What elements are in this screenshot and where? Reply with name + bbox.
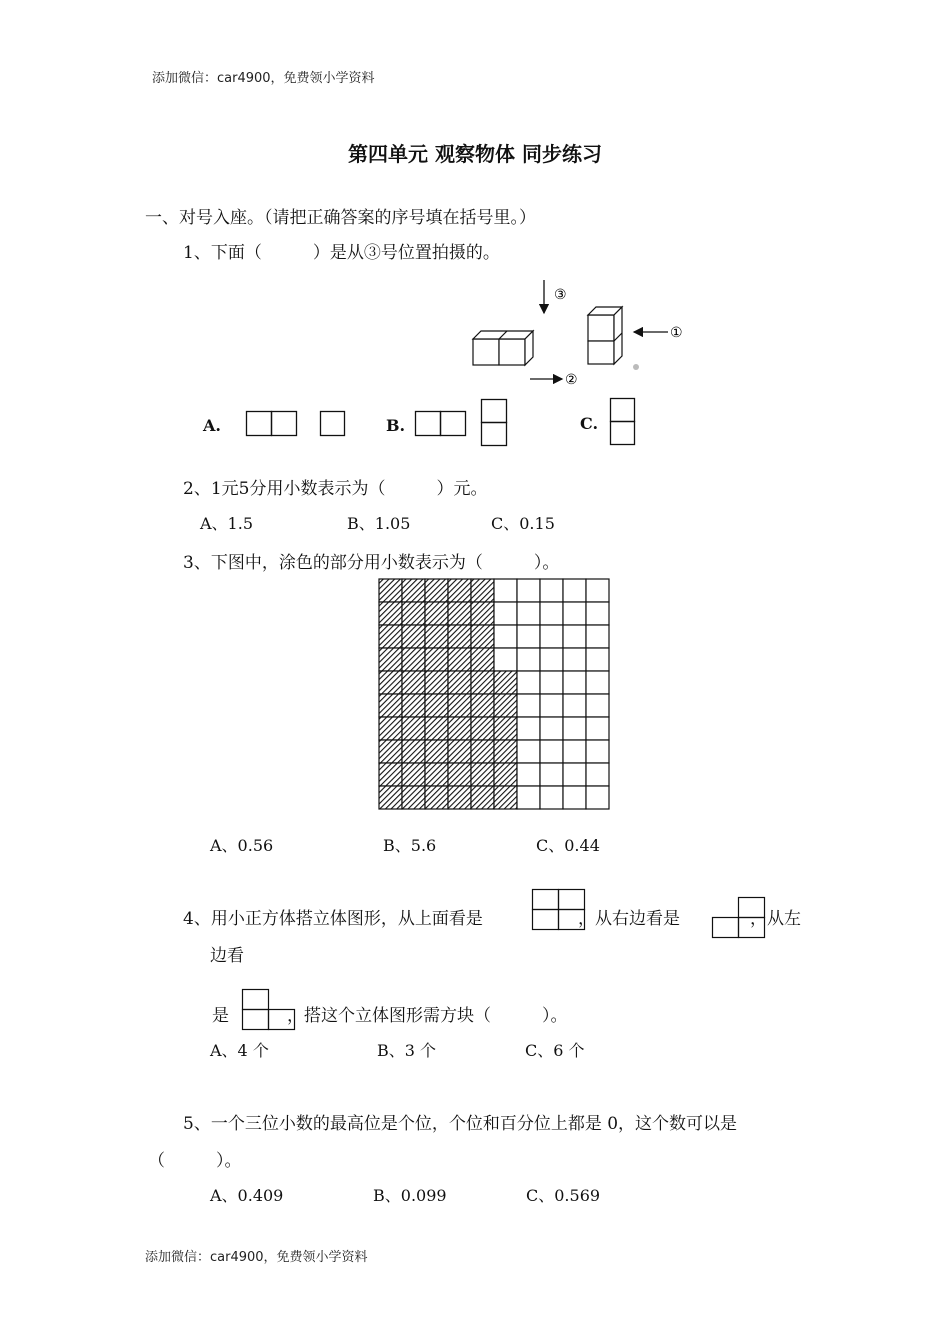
grid-cell	[586, 579, 609, 602]
grid-cell	[586, 717, 609, 740]
grid-cell-shaded	[471, 671, 494, 694]
grid-cell	[540, 648, 563, 671]
q5-option-a: A、0.409	[210, 1186, 284, 1205]
question-5-stem-line2: （ ）。	[148, 1151, 242, 1171]
q1-option-b-figure	[414, 398, 512, 448]
q1-option-c-label: C.	[580, 414, 599, 433]
page-footer: 添加微信：car4900，免费领小学资料	[145, 1250, 368, 1265]
grid-cell-shaded	[425, 763, 448, 786]
grid-cell	[494, 625, 517, 648]
grid-cell	[517, 694, 540, 717]
grid-cell-shaded	[379, 717, 402, 740]
grid-cell-shaded	[494, 694, 517, 717]
grid-cell	[563, 648, 586, 671]
q2-option-a: A、1.5	[200, 514, 254, 533]
grid-cell-shaded	[379, 786, 402, 809]
grid-cell-shaded	[471, 602, 494, 625]
grid-cell-shaded	[425, 717, 448, 740]
grid-cell-shaded	[425, 740, 448, 763]
page-header: 添加微信：car4900，免费领小学资料	[152, 71, 375, 86]
grid-cell	[517, 671, 540, 694]
question-5-stem-line1: 5、一个三位小数的最高位是个位，个位和百分位上都是 0，这个数可以是	[183, 1114, 738, 1134]
marker-2-label: ②	[565, 372, 578, 388]
grid-cell	[563, 625, 586, 648]
grid-cell-shaded	[471, 763, 494, 786]
q3-option-b: B、5.6	[383, 836, 437, 855]
grid-cell	[540, 625, 563, 648]
q1-option-a-label: A.	[203, 416, 221, 435]
grid-cell	[586, 602, 609, 625]
grid-cell-shaded	[402, 740, 425, 763]
question-4-stem-part1: 4、用小正方体搭立体图形，从上面看是	[183, 909, 483, 929]
grid-cell-shaded	[379, 763, 402, 786]
grid-cell	[517, 648, 540, 671]
grid-cell	[517, 579, 540, 602]
question-4-stem-part2: ，从右边看是	[578, 909, 680, 929]
grid-cell-shaded	[494, 786, 517, 809]
grid-cell-shaded	[471, 579, 494, 602]
grid-cell	[517, 717, 540, 740]
grid-cell	[540, 579, 563, 602]
grid-cell-shaded	[379, 602, 402, 625]
grid-cell	[540, 694, 563, 717]
grid-cell	[540, 602, 563, 625]
grid-cell-shaded	[448, 579, 471, 602]
grid-cell	[563, 763, 586, 786]
grid-cell	[540, 717, 563, 740]
q4-option-c: C、6 个	[525, 1041, 585, 1060]
q3-option-a: A、0.56	[210, 836, 274, 855]
q1-option-c-figure	[609, 397, 637, 447]
grid-cell-shaded	[425, 625, 448, 648]
grid-cell	[563, 579, 586, 602]
grid-cell-shaded	[448, 625, 471, 648]
grid-cell-shaded	[471, 786, 494, 809]
grid-cell-shaded	[494, 671, 517, 694]
grid-cell	[586, 786, 609, 809]
grid-cell	[540, 786, 563, 809]
grid-cell-shaded	[425, 786, 448, 809]
grid-cell-shaded	[448, 648, 471, 671]
q1-scene-figure	[460, 275, 710, 395]
grid-cell	[586, 625, 609, 648]
grid-cell	[540, 740, 563, 763]
grid-cell-shaded	[379, 625, 402, 648]
grid-cell	[494, 648, 517, 671]
grid-cell-shaded	[448, 786, 471, 809]
grid-cell	[517, 602, 540, 625]
grid-cell-shaded	[494, 717, 517, 740]
grid-cell-shaded	[425, 602, 448, 625]
q5-option-c: C、0.569	[526, 1186, 601, 1205]
page-title: 第四单元 观察物体 同步练习	[348, 142, 602, 166]
grid-cell-shaded	[448, 717, 471, 740]
grid-cell	[563, 786, 586, 809]
vertical-two-cubes	[588, 307, 622, 364]
grid-cell	[586, 740, 609, 763]
decimal-grid-figure	[378, 578, 610, 810]
grid-cell-shaded	[448, 602, 471, 625]
grid-cell-shaded	[448, 740, 471, 763]
grid-cell	[563, 740, 586, 763]
grid-cell-shaded	[448, 671, 471, 694]
grid-cell-shaded	[402, 671, 425, 694]
grid-cell-shaded	[471, 740, 494, 763]
grid-cell-shaded	[425, 671, 448, 694]
question-1-stem: 1、下面（ ）是从③号位置拍摄的。	[183, 243, 500, 263]
grid-cell-shaded	[379, 694, 402, 717]
question-4-stem-part3: ，从左	[750, 909, 801, 929]
grid-cell-shaded	[402, 648, 425, 671]
marker-3-label: ③	[554, 287, 567, 303]
q2-option-c: C、0.15	[491, 514, 555, 533]
grid-cell-shaded	[379, 671, 402, 694]
grid-cell	[540, 671, 563, 694]
grid-cell-shaded	[402, 602, 425, 625]
question-4-stem-part5: 是	[212, 1006, 229, 1026]
horizontal-two-cubes	[473, 331, 533, 365]
grid-cell	[563, 717, 586, 740]
q1-option-a-figure	[245, 410, 347, 438]
grid-cell-shaded	[494, 740, 517, 763]
grid-cell-shaded	[425, 579, 448, 602]
grid-cell-shaded	[448, 694, 471, 717]
grid-cell-shaded	[471, 717, 494, 740]
q2-option-b: B、1.05	[347, 514, 411, 533]
grid-cell	[517, 786, 540, 809]
question-4-stem-part4: 边看	[210, 946, 244, 966]
grid-cell	[517, 625, 540, 648]
grid-cell	[586, 648, 609, 671]
grid-cell	[540, 763, 563, 786]
question-2-stem: 2、1元5分用小数表示为（ ）元。	[183, 479, 488, 499]
grid-cell	[494, 579, 517, 602]
grid-cell-shaded	[471, 648, 494, 671]
grid-cell	[517, 763, 540, 786]
grid-cell-shaded	[402, 694, 425, 717]
grid-cell	[563, 694, 586, 717]
grid-cell	[494, 602, 517, 625]
question-4-stem-part6: ，搭这个立体图形需方块（ ）。	[287, 1006, 568, 1026]
grid-cell-shaded	[425, 694, 448, 717]
grid-cell-shaded	[402, 625, 425, 648]
grid-cell-shaded	[379, 579, 402, 602]
question-3-stem: 3、下图中，涂色的部分用小数表示为（ ）。	[183, 553, 560, 573]
q3-option-c: C、0.44	[536, 836, 600, 855]
marker-1-label: ①	[670, 325, 683, 341]
q5-option-b: B、0.099	[373, 1186, 447, 1205]
grid-cell	[586, 763, 609, 786]
grid-cell-shaded	[494, 763, 517, 786]
grid-cell-shaded	[471, 694, 494, 717]
section-heading: 一、对号入座。（请把正确答案的序号填在括号里。）	[145, 208, 536, 228]
q4-option-b: B、3 个	[377, 1041, 437, 1060]
grid-cell	[563, 671, 586, 694]
q4-option-a: A、4 个	[210, 1041, 269, 1060]
grid-cell	[586, 694, 609, 717]
grid-cell-shaded	[402, 786, 425, 809]
grid-cell-shaded	[379, 648, 402, 671]
grid-cell-shaded	[448, 763, 471, 786]
grid-cell	[517, 740, 540, 763]
q1-option-b-label: B.	[386, 416, 406, 435]
grid-cell-shaded	[402, 763, 425, 786]
grid-cell-shaded	[471, 625, 494, 648]
grid-cell	[563, 602, 586, 625]
grid-cell-shaded	[402, 717, 425, 740]
grid-cell-shaded	[379, 740, 402, 763]
grid-cell-shaded	[402, 579, 425, 602]
grid-cell-shaded	[425, 648, 448, 671]
grid-cell	[586, 671, 609, 694]
